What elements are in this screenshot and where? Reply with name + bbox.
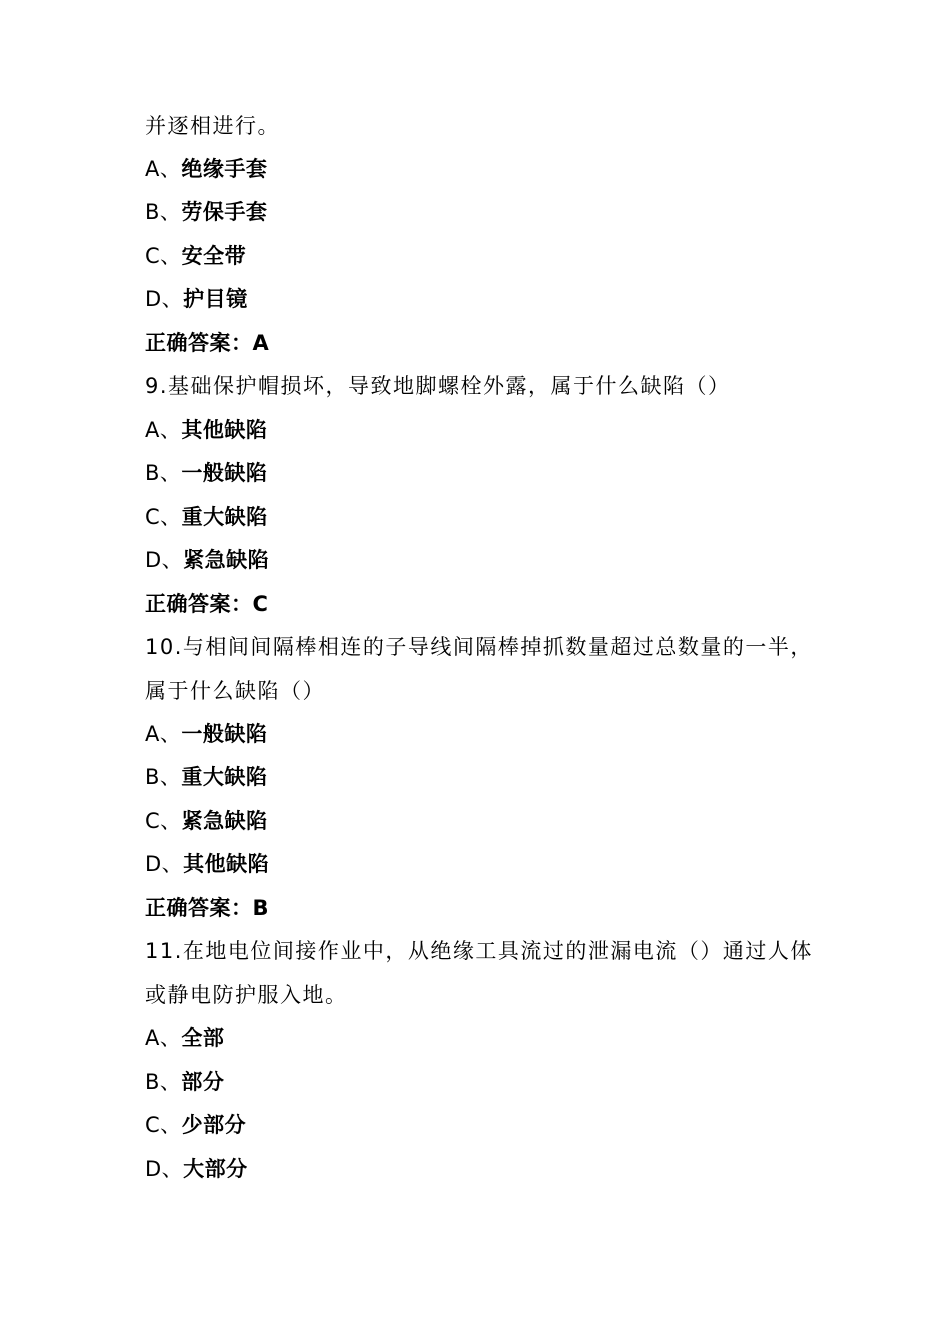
- option-item: [145, 503, 268, 531]
- question-text-line: 9.基础保护帽损坏，导致地脚螺栓外露，属于什么缺陷（）: [145, 374, 731, 398]
- option-label: A、: [145, 1026, 182, 1050]
- option-label: C、: [145, 505, 182, 529]
- question-text-line: 或静电防护服入地。: [145, 983, 348, 1007]
- option-item: [145, 459, 267, 487]
- option-item: [145, 720, 267, 748]
- option-item: [145, 1111, 246, 1139]
- option-text: 其他缺陷: [181, 418, 268, 442]
- option-text: 其他缺陷: [183, 852, 270, 876]
- question-text-line: 属于什么缺陷（）: [145, 679, 325, 703]
- option-item: [145, 198, 267, 226]
- option-item: [145, 155, 267, 183]
- option-label: B、: [145, 461, 182, 485]
- option-text: 一般缺陷: [181, 461, 268, 485]
- option-label: D、: [145, 287, 184, 311]
- option-text: 绝缘手套: [181, 157, 268, 181]
- option-item: [145, 850, 269, 878]
- option-label: C、: [145, 1113, 182, 1137]
- question-text-line: 并逐相进行。: [145, 114, 280, 138]
- correct-answer: 正确答案：B: [145, 896, 270, 920]
- option-item: [145, 1068, 224, 1096]
- option-item: [145, 546, 269, 574]
- option-text: 紧急缺陷: [181, 809, 268, 833]
- correct-answer: 正确答案：A: [145, 331, 270, 355]
- option-label: D、: [145, 1157, 184, 1181]
- question-text-line: 10.与相间间隔棒相连的子导线间隔棒掉抓数量超过总数量的一半，: [145, 635, 813, 659]
- option-label: B、: [145, 765, 182, 789]
- option-text: 紧急缺陷: [183, 548, 270, 572]
- option-text: 大部分: [183, 1157, 248, 1181]
- option-item: [145, 1155, 248, 1183]
- option-item: [145, 763, 267, 791]
- option-label: D、: [145, 548, 184, 572]
- option-text: 全部: [181, 1026, 225, 1050]
- option-label: A、: [145, 418, 182, 442]
- option-item: [145, 1024, 224, 1052]
- option-item: [145, 242, 246, 270]
- option-label: A、: [145, 722, 182, 746]
- option-text: 重大缺陷: [181, 505, 268, 529]
- option-text: 一般缺陷: [181, 722, 268, 746]
- option-text: 重大缺陷: [181, 765, 268, 789]
- option-item: [145, 416, 267, 444]
- option-label: C、: [145, 809, 182, 833]
- question-text-line: 11.在地电位间接作业中，从绝缘工具流过的泄漏电流（）通过人体: [145, 939, 813, 963]
- option-text: 部分: [181, 1070, 225, 1094]
- option-text: 少部分: [181, 1113, 247, 1137]
- option-label: A、: [145, 157, 182, 181]
- option-label: D、: [145, 852, 184, 876]
- option-item: [145, 285, 248, 313]
- option-text: 护目镜: [183, 287, 248, 311]
- option-label: B、: [145, 200, 182, 224]
- correct-answer: 正确答案：C: [145, 592, 269, 616]
- option-label: B、: [145, 1070, 182, 1094]
- option-text: 劳保手套: [181, 200, 268, 224]
- option-label: C、: [145, 244, 182, 268]
- option-item: [145, 807, 268, 835]
- option-text: 安全带: [181, 244, 247, 268]
